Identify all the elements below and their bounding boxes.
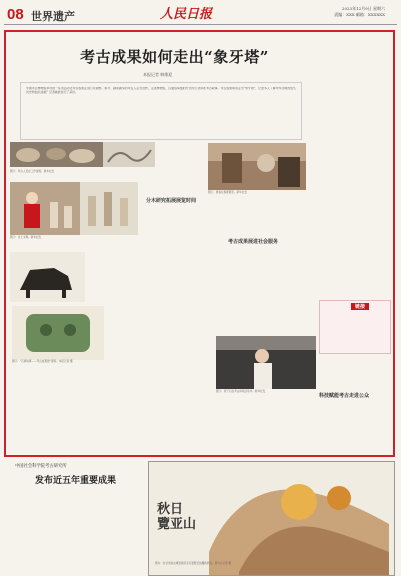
masthead-logo: 人民日报 — [160, 7, 213, 22]
article-lead-box — [20, 82, 302, 140]
caption-photo-1: 图①：游客在参观展览。新华社发 — [208, 191, 247, 194]
photo-bronze-plaque — [12, 306, 104, 360]
header-editor: 责编：XXX 邮箱：XXXXXX — [334, 12, 385, 17]
sidebar-link-title: 链接 — [351, 303, 369, 310]
poster-title-line-2: 覽亚山 — [157, 517, 197, 532]
section-title: 世界遗产 — [31, 11, 75, 23]
header-meta — [334, 6, 385, 18]
photo-workers — [10, 182, 80, 235]
caption-photo-4: 图④：“石峁故事——考古成果展”现场。本报记者 摄 — [12, 360, 73, 363]
subhead-2: 考古成果展进社会服务 — [228, 239, 279, 245]
poster-title-line-1: 秋日 — [157, 502, 184, 517]
poster-caption: 图为：在甘肃省永靖县炳灵寺石窟附近拍摄的秋色。新华社记者 摄 — [155, 562, 232, 565]
photo-museum-hall — [208, 143, 306, 190]
photo-excavation — [10, 142, 103, 167]
photo-visitor — [216, 336, 316, 389]
subhead-3: 科技赋能考古走进公众 — [319, 393, 370, 399]
photo-artifacts — [80, 182, 138, 235]
article-byline: 本报记者 韩维迎 — [143, 72, 173, 77]
autumn-photo-feature — [148, 461, 395, 576]
header-rule — [4, 24, 397, 25]
bottom-kicker: 中国社会科学院考古研究所 — [15, 464, 67, 469]
page-number: 08 — [7, 6, 24, 23]
right-column-text — [306, 40, 390, 290]
page-header — [0, 0, 401, 32]
poster-title — [157, 502, 196, 532]
caption-photo-3: 图③：出土文物。新华社发 — [10, 236, 42, 239]
caption-photo-2: 图②：考古人员在工作现场。新华社发 — [10, 170, 55, 173]
subhead-1: 分木研究拓展展览时间 — [146, 198, 197, 204]
caption-photo-5: 图⑤：孩子们在考古体验活动中。新华社发 — [216, 390, 266, 393]
header-date: 2023年12月9日 星期六 — [341, 6, 385, 11]
article-title: 考古成果如何走出“象牙塔” — [80, 48, 269, 66]
photo-horse-figurine — [10, 252, 85, 302]
article-lead: 中国考古博物馆举办的一系列活动让考古成果走进公众视野。如今，越来越多的考古人走出田野、走进博物馆，以通俗易懂的方式向公众讲述考古故事。考古成果如何走出“象牙塔”，让更多人了解中华文明的悠久历史和灿烂成就？记者就此进行了采访。 — [26, 87, 296, 94]
bottom-headline: 发布近五年重要成果 — [35, 476, 117, 486]
photo-relief — [103, 142, 155, 167]
